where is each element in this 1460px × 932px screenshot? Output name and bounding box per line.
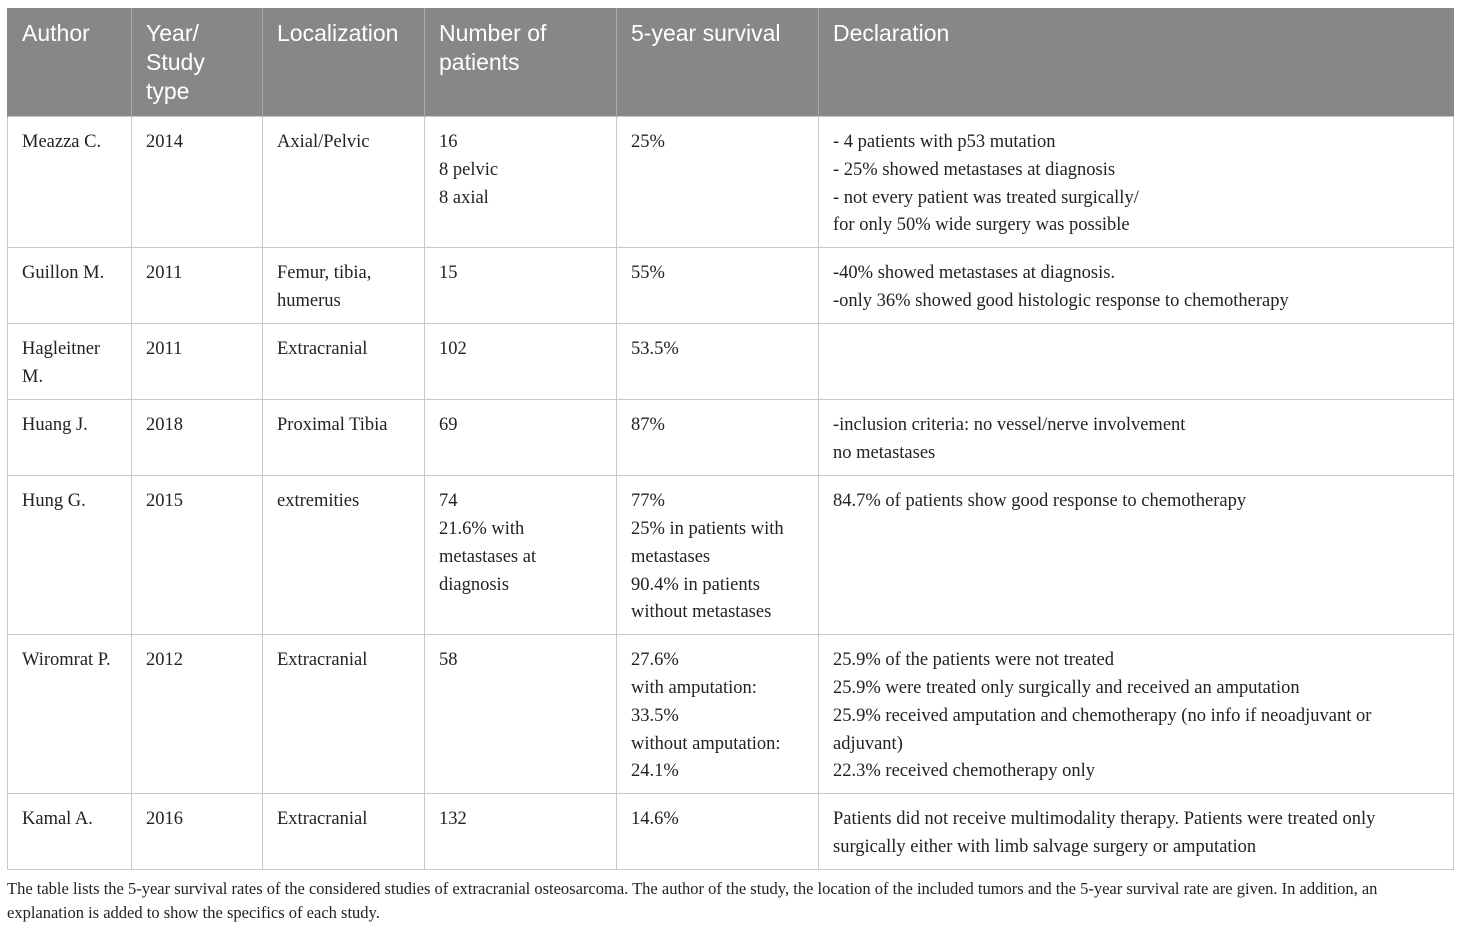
cell-survival-line: with amputation: 33.5% bbox=[631, 677, 757, 726]
cell-localization: Extracranial bbox=[263, 794, 425, 870]
cell-patients bbox=[425, 635, 617, 794]
cell-survival bbox=[617, 324, 819, 400]
cell-patients bbox=[425, 400, 617, 476]
cell-survival-line: 25% in patients with metastases bbox=[631, 518, 784, 567]
cell-patients-line: 69 bbox=[439, 415, 458, 436]
cell-year: 2012 bbox=[132, 635, 263, 794]
cell-patients-line: 8 pelvic bbox=[439, 159, 499, 180]
cell-localization: Femur, tibia, humerus bbox=[263, 248, 425, 324]
header-survival: 5-year survival bbox=[617, 8, 819, 117]
cell-year: 2016 bbox=[132, 794, 263, 870]
cell-declaration bbox=[819, 794, 1454, 870]
cell-survival bbox=[617, 117, 819, 248]
cell-survival-line: 90.4% in patients without metastases bbox=[631, 574, 772, 623]
cell-survival-line: 27.6% bbox=[631, 650, 679, 671]
cell-patients-line: 58 bbox=[439, 650, 458, 671]
cell-declaration-line: -only 36% showed good histologic response to chemotherapy bbox=[833, 290, 1289, 311]
table-caption: The table lists the 5-year survival rates of the considered studies of extracranial osteosarcoma. The author of the study, the location of the included tumors and the 5-year survival rate are given. In addition, an explanation is added to show the specifics of each study. bbox=[7, 879, 1378, 922]
cell-declaration-line: Patients did not receive multimodality therapy. Patients were treated only surgically either with limb salvage surgery or amputation bbox=[833, 809, 1376, 857]
cell-localization: Axial/Pelvic bbox=[263, 117, 425, 248]
cell-declaration bbox=[819, 400, 1454, 476]
cell-survival-line: 53.5% bbox=[631, 339, 679, 360]
cell-patients-line: 21.6% with metastases at diagnosis bbox=[439, 518, 537, 595]
cell-declaration-line: 25.9% received amputation and chemotherapy (no info if neoadjuvant or adjuvant) bbox=[833, 705, 1372, 754]
cell-patients-line: 132 bbox=[439, 809, 467, 830]
cell-author: Guillon M. bbox=[8, 248, 132, 324]
cell-declaration bbox=[819, 635, 1454, 794]
header-author: Author bbox=[8, 8, 132, 117]
cell-year: 2011 bbox=[132, 324, 263, 400]
cell-survival-line: 25% bbox=[631, 132, 665, 152]
cell-survival-line: without amputation: 24.1% bbox=[631, 733, 781, 782]
cell-year: 2011 bbox=[132, 248, 263, 324]
cell-declaration-line: - not every patient was treated surgically/ bbox=[833, 187, 1139, 208]
cell-author: Kamal A. bbox=[8, 794, 132, 870]
cell-declaration-line: 84.7% of patients show good response to chemotherapy bbox=[833, 491, 1247, 512]
cell-patients-line: 15 bbox=[439, 263, 458, 284]
cell-localization: Extracranial bbox=[263, 635, 425, 794]
cell-survival bbox=[617, 248, 819, 324]
table-row bbox=[8, 400, 1454, 476]
cell-year: 2015 bbox=[132, 476, 263, 635]
table-row bbox=[8, 248, 1454, 324]
header-patients: Number of patients bbox=[425, 8, 617, 117]
cell-survival bbox=[617, 635, 819, 794]
cell-declaration bbox=[819, 248, 1454, 324]
cell-patients-line: 102 bbox=[439, 339, 467, 360]
cell-patients bbox=[425, 248, 617, 324]
cell-patients bbox=[425, 794, 617, 870]
cell-author: Wiromrat P. bbox=[8, 635, 132, 794]
header-year: Year/ Study type bbox=[132, 8, 263, 117]
table-container bbox=[7, 8, 1453, 870]
cell-localization: extremities bbox=[263, 476, 425, 635]
cell-survival bbox=[617, 400, 819, 476]
cell-author: Hung G. bbox=[8, 476, 132, 635]
cell-declaration-line: 25.9% were treated only surgically and received an amputation bbox=[833, 677, 1300, 698]
table-header bbox=[8, 8, 1454, 117]
cell-author: Meazza C. bbox=[8, 117, 132, 248]
cell-year: 2018 bbox=[132, 400, 263, 476]
table-row bbox=[8, 324, 1454, 400]
cell-author: Huang J. bbox=[8, 400, 132, 476]
cell-survival-line: 14.6% bbox=[631, 809, 679, 830]
cell-declaration bbox=[819, 476, 1454, 635]
cell-survival-line: 55% bbox=[631, 263, 665, 284]
cell-declaration-line: - 4 patients with p53 mutation bbox=[833, 132, 1056, 152]
table-body bbox=[8, 117, 1454, 870]
cell-declaration-line: for only 50% wide surgery was possible bbox=[833, 215, 1130, 236]
cell-declaration-line: - 25% showed metastases at diagnosis bbox=[833, 159, 1116, 180]
table-row bbox=[8, 117, 1454, 248]
cell-patients-line: 74 bbox=[439, 491, 458, 512]
cell-survival bbox=[617, 794, 819, 870]
cell-declaration-line: -40% showed metastases at diagnosis. bbox=[833, 263, 1116, 284]
table-row bbox=[8, 794, 1454, 870]
cell-declaration bbox=[819, 117, 1454, 248]
cell-patients bbox=[425, 476, 617, 635]
table-row bbox=[8, 476, 1454, 635]
cell-localization: Proximal Tibia bbox=[263, 400, 425, 476]
header-localization: Localization bbox=[263, 8, 425, 117]
cell-year: 2014 bbox=[132, 117, 263, 248]
cell-localization: Extracranial bbox=[263, 324, 425, 400]
table-row bbox=[8, 635, 1454, 794]
cell-declaration-line: 22.3% received chemotherapy only bbox=[833, 761, 1095, 782]
cell-patients bbox=[425, 324, 617, 400]
cell-declaration-line: 25.9% of the patients were not treated bbox=[833, 650, 1114, 671]
header-row bbox=[8, 8, 1454, 117]
header-declaration: Declaration bbox=[819, 8, 1454, 117]
cell-survival-line: 87% bbox=[631, 415, 665, 436]
cell-survival bbox=[617, 476, 819, 635]
cell-survival-line: 77% bbox=[631, 491, 665, 512]
survival-table bbox=[7, 8, 1454, 870]
cell-patients-line: 16 bbox=[439, 132, 458, 152]
cell-author: Hagleitner M. bbox=[8, 324, 132, 400]
cell-declaration-line: -inclusion criteria: no vessel/nerve involvement bbox=[833, 415, 1186, 436]
cell-declaration-line: no metastases bbox=[833, 442, 936, 463]
cell-patients-line: 8 axial bbox=[439, 187, 489, 208]
cell-patients bbox=[425, 117, 617, 248]
cell-declaration bbox=[819, 324, 1454, 400]
